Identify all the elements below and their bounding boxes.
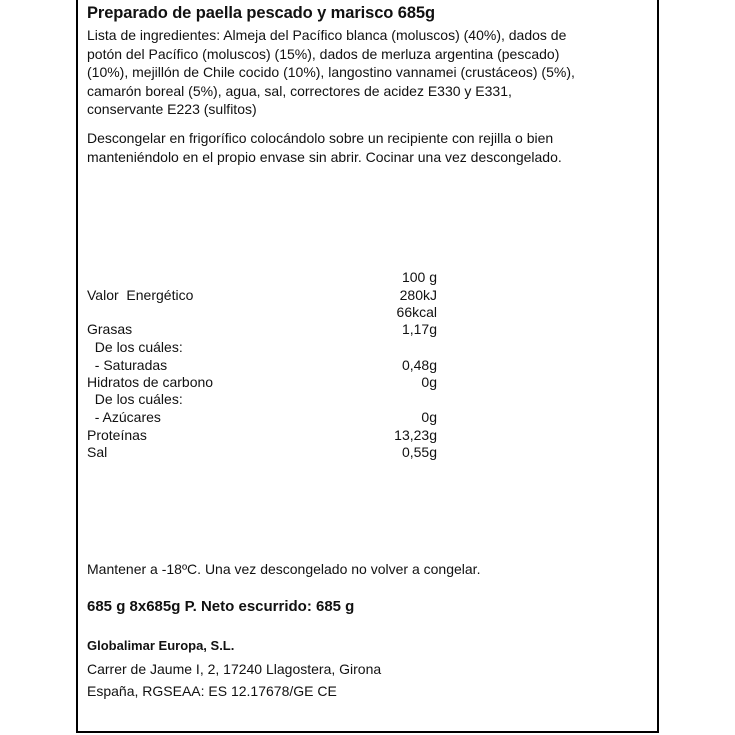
company-address: Carrer de Jaume I, 2, 17240 Llagostera, Girona [87, 661, 382, 677]
nutrition-label-protein: Proteínas [87, 427, 147, 443]
nutrition-label-sugars: - Azúcares [87, 409, 161, 425]
product-title: Preparado de paella pescado y marisco 685g [87, 4, 435, 22]
nutrition-label-fat: Grasas [87, 321, 133, 337]
nutrition-label-of-which: De los cuáles: [87, 339, 183, 355]
thawing-instructions [87, 129, 562, 166]
instructions-line: manteniéndolo en el propio envase sin abrir. Cocinar una vez descongelado. [87, 148, 562, 165]
nutrition-label-salt: Sal [87, 444, 108, 460]
company-name: Globalimar Europa, S.L. [87, 638, 235, 653]
ingredients-line: camarón boreal (5%), agua, sal, correctores de acidez E330 y E331, [87, 82, 512, 99]
ingredients-line: Lista de ingredientes: Almeja del Pacífico blanca (moluscos) (40%), dados de [87, 27, 567, 43]
nutrition-header: 100 g [401, 269, 437, 285]
instructions-line: Descongelar en frigorífico colocándolo sobre un recipiente con rejilla o bien [87, 130, 554, 146]
nutrition-value-salt: 0,55g [401, 444, 437, 460]
nutrition-label-energy: Valor Energético [87, 287, 194, 303]
nutrition-value-sugars: 0g [421, 409, 437, 425]
ingredients-line: (10%), mejillón de Chile cocido (10%), langostino vannamei (crustáceos) (5%), [87, 64, 575, 80]
storage-instructions: Mantener a -18ºC. Una vez descongelado no volver a congelar. [87, 561, 481, 577]
nutrition-label-of-which: De los cuáles: [87, 391, 183, 407]
ingredients-line: conservante E223 (sulfitos) [87, 101, 257, 117]
nutrition-value-energy-kcal: 66kcal [396, 304, 437, 320]
nutrition-value-energy-kj: 280kJ [399, 287, 437, 303]
net-weight: 685 g 8x685g P. Neto escurrido: 685 g [87, 598, 355, 615]
nutrition-value-protein: 13,23g [394, 427, 437, 443]
nutrition-value-carbohydrates: 0g [421, 374, 437, 390]
ingredients-line: potón del Pacífico (moluscos) (15%), dados de merluza argentina (pescado) [87, 45, 560, 62]
nutrition-label-carbohydrates: Hidratos de carbono [87, 374, 214, 390]
company-registry: España, RGSEAA: ES 12.17678/GE CE [87, 683, 337, 699]
ingredients-list [87, 26, 575, 119]
nutrition-value-fat: 1,17g [401, 321, 437, 337]
nutrition-label-saturates: - Saturadas [87, 357, 168, 373]
nutrition-value-saturates: 0,48g [401, 357, 437, 373]
